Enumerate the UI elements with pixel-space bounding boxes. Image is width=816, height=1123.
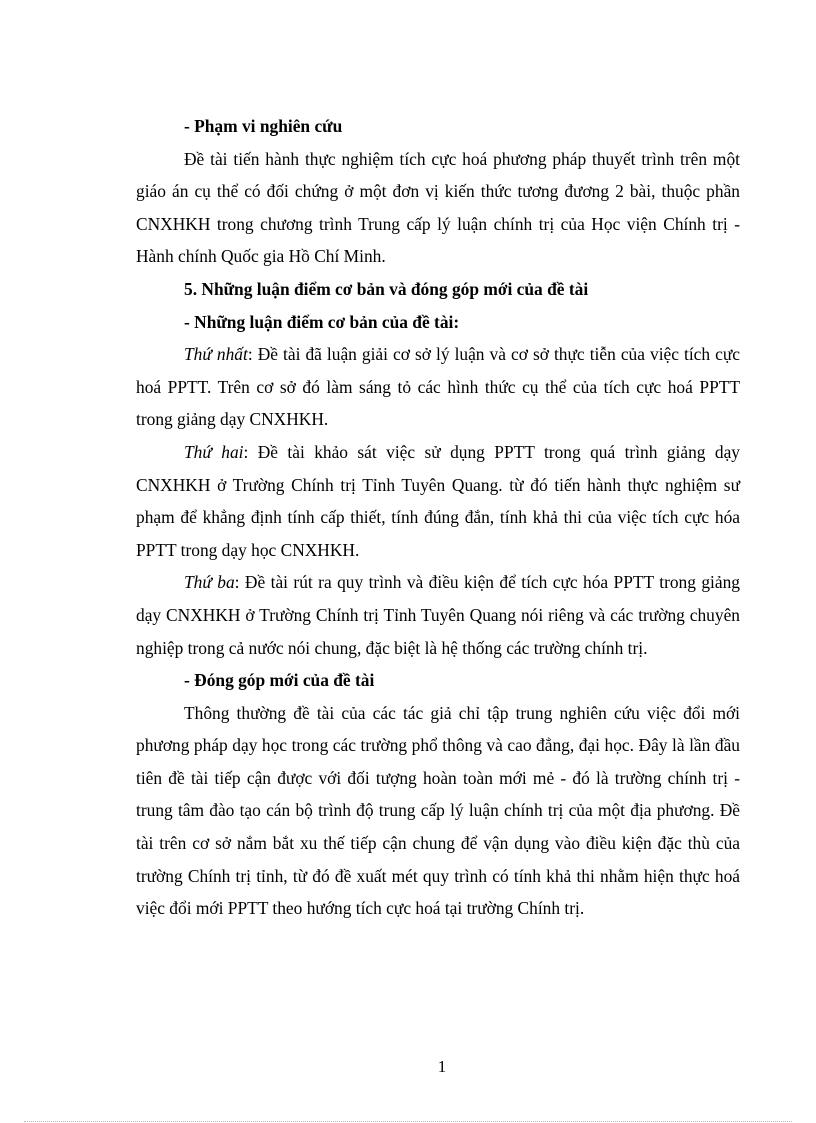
paragraph-text: Đề tài tiến hành thực nghiệm tích cực hoá phương pháp thuyết trình trên một giáo án cụ thể có đối chứng ở một đơn vị kiến thức tương đương 2 bài, thuộc phần CNXHKH trong chương trình Trung cấp lý luận chính trị của Học viện Chính trị - Hành chính Quốc gia Hồ Chí Minh. — [136, 148, 740, 267]
document-body — [136, 110, 740, 925]
paragraph-lead: Thứ nhất — [184, 344, 248, 365]
paragraph-text: : Đề tài rút ra quy trình và điều kiện để tích cực hóa PPTT trong giảng dạy CNXHKH ở Trường Chính trị Tỉnh Tuyên Quang nói riêng và các trường chuyên nghiệp trong cả nước nói chung, đặc biệt là hệ thống các trường chính trị. — [136, 572, 740, 658]
page-number: 1 — [437, 1057, 447, 1076]
section-heading-main-points: 5. Những luận điểm cơ bản và đóng góp mới của đề tài — [184, 278, 589, 299]
section-heading-basic-points: - Những luận điểm cơ bản của đề tài: — [184, 311, 460, 332]
paragraph-second-point — [136, 436, 740, 566]
page-bottom-divider — [24, 1121, 792, 1122]
paragraph-contribution — [136, 697, 740, 925]
paragraph-lead: Thứ ba — [184, 572, 235, 593]
paragraph-text: : Đề tài đã luận giải cơ sở lý luận và cơ sở thực tiễn của việc tích cực hoá PPTT. Trên cơ sở đó làm sáng tỏ các hình thức cụ thể của tích cực hoá PPTT trong giảng dạy CNXHKH. — [136, 344, 740, 430]
paragraph-scope — [136, 143, 740, 273]
section-heading-new-contribution: - Đóng góp mới của đề tài — [184, 670, 375, 691]
paragraph-third-point — [136, 566, 740, 664]
paragraph-lead: Thứ hai — [184, 441, 244, 462]
paragraph-text: : Đề tài khảo sát việc sử dụng PPTT trong quá trình giảng dạy CNXHKH ở Trường Chính trị Tỉnh Tuyên Quang. từ đó tiến hành thực nghiệm sư phạm để khẳng định tính cấp thiết, tính đúng đắn, tính khả thi của việc tích cực hóa PPTT trong dạy học CNXHKH. — [136, 441, 740, 560]
section-heading-scope: - Phạm vi nghiên cứu — [184, 116, 343, 136]
paragraph-text: Thông thường đề tài của các tác giả chỉ tập trung nghiên cứu việc đổi mới phương pháp dạy học trong các trường phổ thông và cao đẳng, đại học. Đây là lần đầu tiên đề tài tiếp cận được với đối tượng hoàn toàn mới mẻ - đó là trường chính trị - trung tâm đào tạo cán bộ trình độ trung cấp lý luận chính trị của một địa phương. Đề tài trên cơ sở nắm bắt xu thế tiếp cận chung để vận dụng vào điều kiện đặc thù của trường Chính trị tỉnh, từ đó đề xuất mét quy trình có tính khả thi nhằm hiện thực hoá việc đổi mới PPTT theo hướng tích cực hoá tại trường Chính trị. — [136, 702, 740, 919]
paragraph-first-point — [136, 338, 740, 436]
